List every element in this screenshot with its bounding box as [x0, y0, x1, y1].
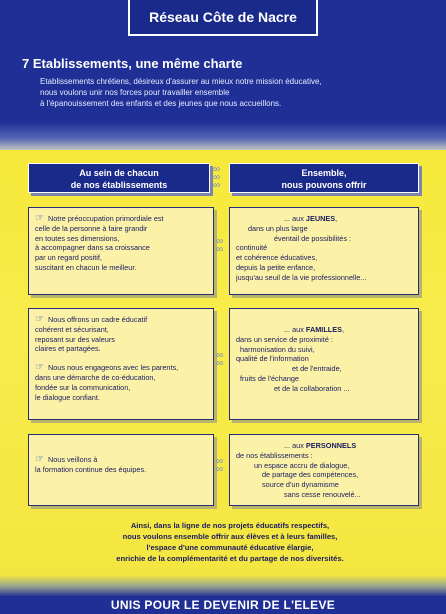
- intro-line: à l'épanouissement des enfants et des jeunes que nous accueillons.: [40, 99, 282, 108]
- box-line: celle de la personne à faire grandir: [35, 223, 148, 233]
- offer-line: jusqu'au seuil de la vie professionnelle...: [236, 272, 367, 282]
- offer-line: continuité: [236, 243, 268, 253]
- offer-line: et de l'entraide,: [292, 364, 342, 374]
- offer-line: et cohérence éducatives,: [236, 253, 318, 263]
- box-line: la formation continue des équipes.: [35, 464, 147, 474]
- pointing-hand-icon: ☞: [35, 454, 44, 465]
- pointing-hand-icon: ☞: [35, 213, 44, 224]
- chain-link-icon: ∞ ∞: [216, 350, 224, 369]
- box-line: dans une démarche de co-éducation,: [35, 372, 156, 382]
- offer-prefix: ... aux: [284, 214, 306, 223]
- offer-audience: JEUNES: [305, 214, 336, 223]
- offer-suffix: ,: [341, 325, 345, 334]
- intro-line: nous voulons unir nos forces pour travailler ensemble: [40, 88, 230, 97]
- box-line: Nous nous engageons avec les parents,: [47, 363, 179, 373]
- offer-box-families: [229, 308, 419, 420]
- offer-box-staff: [229, 434, 419, 506]
- left-header-line: Au sein de chacun: [79, 168, 159, 178]
- conclusion-line: l'espace d'une communauté éducative élargie,: [146, 543, 314, 552]
- pointing-hand-icon: ☞: [35, 314, 44, 325]
- intro-text: [40, 76, 420, 109]
- establishment-box: [28, 434, 214, 506]
- offer-line: et de la collaboration ...: [274, 383, 350, 393]
- right-column-header: [229, 163, 419, 193]
- offer-line: éventail de possibilités :: [274, 233, 352, 243]
- box-line: claires et partagées.: [35, 344, 101, 354]
- chain-link-icon: ∞ ∞: [216, 236, 224, 255]
- offer-line: de partage des compétences,: [262, 470, 359, 480]
- box-line: le dialogue confiant.: [35, 392, 100, 402]
- offer-line: dans un service de proximité :: [236, 334, 333, 344]
- conclusion-text: [40, 520, 420, 564]
- offer-line: source d'un dynamisme: [262, 480, 339, 490]
- offer-line: un espace accru de dialogue,: [254, 460, 350, 470]
- box-line: reposant sur des valeurs: [35, 334, 115, 344]
- pointing-hand-icon: ☞: [35, 362, 44, 374]
- box-line: par un regard positif,: [35, 253, 102, 263]
- offer-line: sans cesse renouvelé...: [284, 489, 361, 499]
- intro-line: Etablissements chrétiens, désireux d'assurer au mieux notre mission éducative,: [40, 77, 322, 86]
- conclusion-line: enrichie de la complémentarité et du partage de nos diversités.: [116, 554, 344, 563]
- bottom-gradient-band: [0, 575, 446, 597]
- box-line: cohérent et sécurisant,: [35, 324, 109, 334]
- box-line: en toutes ses dimensions,: [35, 233, 120, 243]
- footer-slogan: UNIS POUR LE DEVENIR DE L'ELEVE: [0, 596, 446, 614]
- chain-link-icon: ∞ ∞: [216, 456, 224, 475]
- offer-prefix: ... aux: [284, 441, 306, 450]
- right-header-line: nous pouvons offrir: [281, 180, 367, 190]
- box-line: Nous veillons à: [47, 455, 98, 464]
- offer-box-youth: [229, 207, 419, 295]
- offer-line: de nos établissements :: [236, 450, 313, 460]
- box-line: suscitant en chacun le meilleur.: [35, 262, 137, 272]
- network-title: Réseau Côte de Nacre: [128, 0, 318, 36]
- box-line: Notre préoccupation primordiale est: [47, 214, 164, 223]
- offer-prefix: ... aux: [284, 325, 306, 334]
- offer-audience: FAMILLES: [305, 325, 342, 334]
- offer-line: depuis la petite enfance,: [236, 262, 316, 272]
- section-heading: 7 Etablissements, une même charte: [22, 56, 243, 71]
- offer-audience: PERSONNELS: [305, 441, 357, 450]
- offer-suffix: ,: [335, 214, 338, 223]
- establishment-box: [28, 207, 214, 295]
- box-line: fondée sur la communication,: [35, 382, 131, 392]
- box-line: à accompagner dans sa croissance: [35, 243, 150, 253]
- offer-line: dans un plus large: [248, 223, 308, 233]
- offer-line: fruits de l'échange: [240, 373, 299, 383]
- offer-line: harmonisation du suivi,: [240, 344, 315, 354]
- conclusion-line: Ainsi, dans la ligne de nos projets éducatifs respectifs,: [130, 521, 330, 530]
- right-header-line: Ensemble,: [301, 168, 347, 178]
- left-header-line: de nos établissements: [70, 180, 168, 190]
- box-line: Nous offrons un cadre éducatif: [47, 315, 148, 324]
- chain-link-icon: ∞ ∞ ∞: [213, 164, 221, 191]
- offer-line: qualité de l'information: [236, 354, 309, 364]
- conclusion-line: nous voulons ensemble offrir aux élèves et à leurs familles,: [122, 532, 338, 541]
- left-column-header: [28, 163, 210, 193]
- establishment-box: [28, 308, 214, 420]
